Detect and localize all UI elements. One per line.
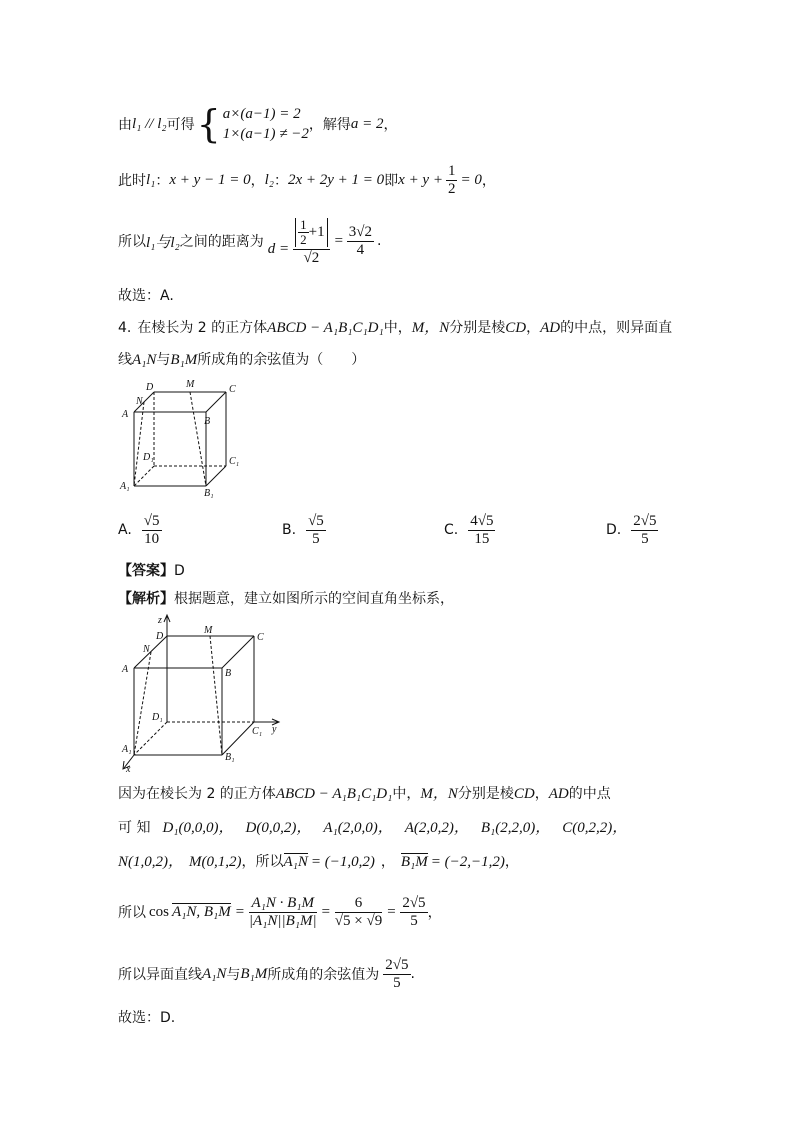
math: l₁ // l₂ xyxy=(132,115,167,132)
math: B₁M xyxy=(240,965,268,982)
text: 与 xyxy=(156,352,171,368)
coordinate: A₁(2,0,0)， xyxy=(323,820,393,836)
option-letter: D. xyxy=(606,522,622,538)
label-C: C xyxy=(257,632,264,643)
solution-step-parallel xyxy=(118,102,398,146)
label-C1: C₁ xyxy=(252,726,263,737)
answer-value: D xyxy=(174,563,185,579)
answer-tag: 【答案】 xyxy=(118,563,174,579)
label-N: N xyxy=(143,644,150,655)
frac-den: 4 xyxy=(356,241,365,258)
frac-num: 6 xyxy=(335,895,382,913)
axis-label-z: z xyxy=(158,615,162,626)
choose-answer-text: 故选：D. xyxy=(118,1010,176,1026)
text: 分别是棱 xyxy=(457,786,514,802)
label-D: D xyxy=(156,631,164,642)
frac-num: 2√5 xyxy=(402,894,426,911)
axis-label-y: y xyxy=(272,724,277,735)
text: . xyxy=(376,233,382,249)
math: CD xyxy=(513,786,535,802)
frac-num xyxy=(293,216,329,250)
frac-num: 4√5 xyxy=(470,512,494,529)
label-M: M xyxy=(186,379,195,390)
text: ： xyxy=(155,173,170,189)
solution-step-distance xyxy=(118,208,381,274)
frac-den: 2 xyxy=(447,180,456,197)
text: 所以异面直线 xyxy=(118,967,202,983)
fraction xyxy=(400,895,427,930)
text: ， xyxy=(504,854,519,870)
frac-den: 5 xyxy=(312,530,320,547)
text: ， xyxy=(250,173,265,189)
fraction xyxy=(293,216,329,267)
conclusion-line xyxy=(118,952,415,996)
label-C: C xyxy=(229,384,236,395)
choose-answer-text: 故选：A. xyxy=(118,288,174,304)
label-M: M xyxy=(204,625,213,636)
text: 可 知 xyxy=(118,820,151,836)
equation-system xyxy=(223,104,309,144)
fraction xyxy=(335,895,382,930)
math: ABCD − A₁B₁C₁D₁ xyxy=(275,786,393,802)
option-a xyxy=(118,508,162,552)
text: ， xyxy=(526,320,541,336)
text: ， xyxy=(534,786,549,802)
fraction xyxy=(298,218,309,247)
vector: A₁N xyxy=(283,854,308,870)
text: ， xyxy=(380,854,395,870)
coordinate: D(0,0,2)， xyxy=(245,820,312,836)
text: 此时 xyxy=(118,173,146,189)
option-c xyxy=(444,508,495,552)
math: = xyxy=(333,232,344,249)
question-4-line-1 xyxy=(118,316,672,337)
label-B1: B₁ xyxy=(204,488,214,499)
math: = xyxy=(320,903,331,920)
option-letter: B. xyxy=(282,522,297,538)
math: = (−1,0,2) xyxy=(310,854,375,870)
frac-num: 2√5 xyxy=(633,512,657,529)
text: 可得 xyxy=(166,117,195,133)
text: ： xyxy=(273,173,288,189)
frac-den: 10 xyxy=(144,530,160,547)
label-N: N xyxy=(136,396,143,407)
fraction xyxy=(468,513,495,548)
math: x + y + xyxy=(398,171,443,188)
text: 与 xyxy=(226,967,241,983)
text: 分别是棱 xyxy=(449,320,506,336)
option-b xyxy=(282,508,326,552)
math: A₁N, B₁M xyxy=(172,904,231,920)
vector: B₁M xyxy=(400,854,428,870)
label-A1: A₁ xyxy=(120,481,130,492)
math: A₁N xyxy=(132,352,157,368)
text: ， xyxy=(383,117,398,133)
math: l₁与l₂ xyxy=(146,234,180,251)
coordinate: A(2,0,2)， xyxy=(404,820,469,836)
coordinates-row-2 xyxy=(118,850,519,871)
text: 中， xyxy=(383,320,412,336)
math: AD xyxy=(548,786,569,802)
label-A: A xyxy=(122,664,129,675)
math: +1 xyxy=(308,223,325,240)
analysis-text: 根据题意，建立如图所示的空间直角坐标系， xyxy=(174,591,454,607)
text: ， xyxy=(427,905,442,921)
frac-den: 5 xyxy=(641,530,649,547)
text: ， xyxy=(481,173,496,189)
coordinate-cube-figure xyxy=(114,610,286,774)
label-D1: D₁ xyxy=(143,452,154,463)
fraction xyxy=(347,224,374,259)
text: 即 xyxy=(384,173,399,189)
equation-bottom: 1×(a−1) ≠ −2 xyxy=(222,126,309,142)
text: 所以 xyxy=(118,234,146,250)
axis-label-x: x xyxy=(126,764,131,774)
frac-den: √2 xyxy=(303,249,320,266)
frac-den: √5 × √9 xyxy=(334,912,383,929)
question-number: 4. xyxy=(118,320,132,336)
frac-den: 2 xyxy=(300,231,307,247)
text: 由 xyxy=(118,117,132,133)
label-B: B xyxy=(225,668,232,679)
text: 的中点，则异面直 xyxy=(560,320,673,336)
option-letter: C. xyxy=(444,522,459,538)
math: x + y − 1 = 0 xyxy=(169,171,251,188)
frac-num: √5 xyxy=(143,512,160,529)
fraction xyxy=(383,957,410,992)
text: 中， xyxy=(392,786,421,802)
math: a = 2 xyxy=(350,115,384,132)
text: ，所以 xyxy=(241,854,284,870)
math: M，N xyxy=(411,320,450,336)
text: 所成角的余弦值为（ ） xyxy=(197,352,366,368)
text: 所以 xyxy=(118,905,146,921)
text: ，解得 xyxy=(308,117,351,133)
analysis-line xyxy=(118,588,454,608)
math: cos xyxy=(149,903,169,920)
math: = xyxy=(234,903,245,920)
math: l₂ xyxy=(264,171,274,188)
math: = (−2,−1,2) xyxy=(430,854,505,870)
text: 在棱长为 2 的正方体 xyxy=(137,320,268,336)
frac-num: 1 xyxy=(447,162,456,179)
math: B₁M xyxy=(170,352,198,368)
coordinate: C(0,2,2)， xyxy=(562,820,628,836)
frac-num: A₁N · B₁M xyxy=(249,895,317,913)
coordinate: N(1,0,2)， xyxy=(118,854,183,870)
coordinate: M(0,1,2) xyxy=(189,854,242,870)
fraction xyxy=(631,513,658,548)
math: AD xyxy=(540,320,561,336)
analysis-tag: 【解析】 xyxy=(118,591,174,607)
frac-num: 1 xyxy=(300,216,307,232)
fraction xyxy=(306,513,326,548)
math: ABCD − A₁B₁C₁D₁ xyxy=(267,320,384,336)
text: 之间的距离为 xyxy=(179,234,264,250)
frac-den: 5 xyxy=(393,974,401,991)
label-D1: D₁ xyxy=(152,712,163,723)
text: 的中点 xyxy=(568,786,611,802)
frac-num: 3√2 xyxy=(348,223,372,240)
text: . xyxy=(410,966,415,982)
label-C1: C₁ xyxy=(229,456,240,467)
frac-num: √5 xyxy=(308,512,324,529)
math: 2x + 2y + 1 = 0 xyxy=(287,171,385,188)
coordinates-row-1 xyxy=(118,816,627,837)
fraction xyxy=(249,895,317,930)
question-4-line-2 xyxy=(118,349,365,369)
because-line xyxy=(118,782,611,803)
text: 因为在棱长为 2 的正方体 xyxy=(118,786,276,802)
fraction xyxy=(142,513,162,548)
option-letter: A. xyxy=(118,522,132,538)
option-d xyxy=(606,508,658,552)
frac-den: 5 xyxy=(410,912,418,929)
text: 所成角的余弦值为 xyxy=(267,967,380,983)
answer-line xyxy=(118,560,185,580)
cube-figure xyxy=(114,376,254,502)
text: 线 xyxy=(118,352,132,368)
left-brace: { xyxy=(196,102,221,146)
math: = 0 xyxy=(460,171,482,188)
label-A: A xyxy=(122,409,129,420)
abs-value xyxy=(295,218,327,247)
cosine-line xyxy=(118,884,442,940)
frac-den: 15 xyxy=(474,530,490,547)
fraction xyxy=(446,163,458,198)
coordinate: B₁(2,2,0)， xyxy=(480,820,551,836)
math: d = xyxy=(267,240,290,257)
math: A₁N xyxy=(202,965,227,982)
frac-den: |A₁N||B₁M| xyxy=(248,912,317,929)
frac-num: 2√5 xyxy=(385,956,409,973)
math: CD xyxy=(505,320,527,336)
label-B1: B₁ xyxy=(225,752,235,763)
coordinate: D₁(0,0,0)， xyxy=(162,820,234,836)
solution-step-lines xyxy=(118,160,496,200)
label-B: B xyxy=(204,416,211,427)
equation-top: a×(a−1) = 2 xyxy=(222,106,301,122)
label-D: D xyxy=(146,382,154,393)
math: M，N xyxy=(420,786,458,802)
label-A1: A₁ xyxy=(122,744,132,755)
math: = xyxy=(386,903,397,920)
math: l₁ xyxy=(146,171,156,188)
